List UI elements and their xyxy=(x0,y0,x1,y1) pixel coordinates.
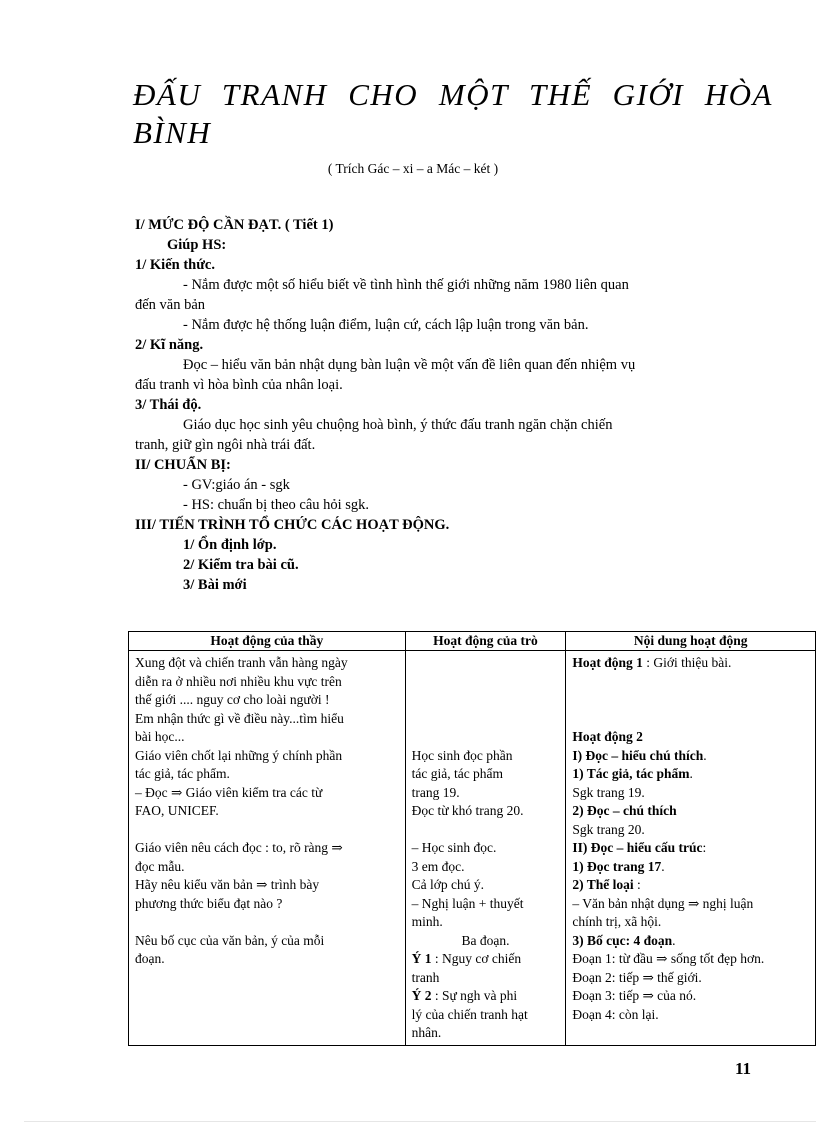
cell-line xyxy=(135,932,399,951)
header-student-activity: Hoạt động của trò xyxy=(405,632,566,651)
cell-line xyxy=(135,710,399,729)
cell-line-text: – Học sinh đọc. xyxy=(411,840,497,855)
body-text-line: - Nắm được hệ thống luận điểm, luận cứ, cách lập luận trong văn bản. xyxy=(183,317,589,333)
cell-line-bold: 1) Tác giả, tác phẩm xyxy=(572,766,690,781)
cell-line-text: : Nguy cơ chiến xyxy=(431,951,522,966)
cell-line xyxy=(412,691,560,710)
cell-line-text: minh. xyxy=(411,914,443,929)
cell-line xyxy=(572,987,809,1006)
cell-line xyxy=(135,876,399,895)
cell-line-text: Đoạn 2: tiếp ⇒ thế giới. xyxy=(572,969,702,985)
cell-line-text: . xyxy=(661,858,665,874)
cell-line-bold: 3) Bố cục: 4 đoạn xyxy=(572,932,673,948)
page-title: ĐẤU TRANH CHO MỘT THẾ GIỚI HÒA BÌNH xyxy=(133,77,773,150)
cell-line xyxy=(412,895,560,914)
cell-line xyxy=(135,913,399,932)
cell-line xyxy=(412,876,560,895)
cell-line-text: bài học... xyxy=(135,729,185,744)
section-heading: 1/ Kiến thức. xyxy=(135,257,215,273)
section-heading: I/ MỨC ĐỘ CẦN ĐẠT. ( Tiết 1) xyxy=(135,217,334,233)
cell-line xyxy=(412,710,560,729)
cell-line xyxy=(135,673,399,692)
table-header-row xyxy=(129,632,816,651)
cell-line xyxy=(412,765,560,784)
page-number: 11 xyxy=(735,1059,752,1078)
cell-line xyxy=(135,784,399,803)
cell-line xyxy=(412,673,560,692)
body-text-line: đấu tranh vì hòa bình của nhân loại. xyxy=(135,377,343,393)
section-heading: 2/ Kiểm tra bài cũ. xyxy=(183,557,299,573)
page-bottom-divider xyxy=(24,1121,816,1122)
cell-line-text: Đoạn 4: còn lại. xyxy=(572,1006,659,1022)
cell-line-text: : xyxy=(702,840,707,855)
cell-line-text: 3 em đọc. xyxy=(411,858,465,874)
body-text-line: Đọc – hiểu văn bản nhật dụng bàn luận về một vấn đề liên quan đến nhiệm vụ xyxy=(183,357,636,373)
cell-line xyxy=(412,747,560,766)
cell-line-text: Giáo viên nêu cách đọc : to, rõ ràng ⇒ xyxy=(135,840,343,855)
body-text-line: đến văn bản xyxy=(135,297,206,313)
cell-line-text: Ba đoạn. xyxy=(461,932,510,948)
section-heading: 3/ Thái độ. xyxy=(135,397,202,413)
header-content: Nội dung hoạt động xyxy=(566,632,816,651)
cell-line-text: đọc mẫu. xyxy=(135,858,185,874)
cell-line-bold: II) Đọc – hiểu cấu trúc xyxy=(572,840,703,855)
cell-line xyxy=(412,821,560,840)
cell-line-text: Em nhận thức gì về điều này...tìm hiểu xyxy=(135,710,344,726)
cell-line-text: tác giả, tác phẩm. xyxy=(135,766,230,781)
cell-line xyxy=(412,950,560,969)
cell-line xyxy=(412,858,560,877)
cell-line xyxy=(572,765,809,784)
cell-line xyxy=(572,876,809,895)
cell-line xyxy=(135,802,399,821)
cell-line-text: – Nghị luận + thuyết xyxy=(411,895,524,911)
cell-line xyxy=(135,654,399,673)
content-cell xyxy=(566,651,816,1046)
teacher-activity-cell xyxy=(129,651,406,1046)
cell-line xyxy=(412,969,560,988)
cell-line xyxy=(412,932,560,951)
cell-line-text: lý của chiến tranh hạt xyxy=(411,1006,528,1022)
cell-line xyxy=(572,710,809,729)
section-heading: III/ TIẾN TRÌNH TỔ CHỨC CÁC HOẠT ĐỘNG. xyxy=(135,517,450,533)
cell-line-text: chính trị, xã hội. xyxy=(572,914,662,929)
lesson-body xyxy=(135,215,745,595)
cell-line xyxy=(572,1006,809,1025)
cell-line xyxy=(135,765,399,784)
cell-line xyxy=(135,895,399,914)
cell-line-text: Đọc từ khó trang 20. xyxy=(411,803,524,818)
cell-line xyxy=(572,858,809,877)
cell-line-bold: I) Đọc – hiểu chú thích xyxy=(572,747,704,763)
cell-line xyxy=(572,969,809,988)
cell-line xyxy=(572,932,809,951)
cell-line-text: Cả lớp chú ý. xyxy=(411,877,484,892)
cell-line-text: – Văn bản nhật dụng ⇒ nghị luận xyxy=(572,895,754,911)
cell-line-text: Giáo viên chốt lại những ý chính phần xyxy=(135,747,343,763)
section-heading: Giúp HS: xyxy=(167,237,227,253)
cell-line xyxy=(412,913,560,932)
cell-line xyxy=(135,728,399,747)
cell-line-text: Hãy nêu kiểu văn bản ⇒ trình bày xyxy=(135,877,320,892)
cell-line-text: . xyxy=(703,747,707,763)
cell-line xyxy=(572,913,809,932)
cell-line xyxy=(572,691,809,710)
cell-line xyxy=(135,691,399,710)
cell-line-text: nhân. xyxy=(411,1025,442,1040)
body-text-line: Giáo dục học sinh yêu chuộng hoà bình, ý thức đấu tranh ngăn chặn chiến xyxy=(183,417,613,433)
cell-line-text: : xyxy=(633,877,641,892)
cell-line xyxy=(412,802,560,821)
cell-line-text: – Đọc ⇒ Giáo viên kiểm tra các từ xyxy=(135,784,323,800)
cell-line-text: diễn ra ở nhiều nơi nhiều khu vực trên xyxy=(135,673,342,689)
section-heading: 1/ Ổn định lớp. xyxy=(183,537,277,553)
header-teacher-activity: Hoạt động của thầy xyxy=(129,632,406,651)
cell-line xyxy=(135,950,399,969)
cell-line xyxy=(412,839,560,858)
cell-line-text: Sgk trang 20. xyxy=(572,821,645,837)
cell-line-bold: 2) Thể loại xyxy=(572,877,634,892)
cell-line xyxy=(572,895,809,914)
body-text-line: - GV:giáo án - sgk xyxy=(183,477,290,493)
cell-line-text: Sgk trang 19. xyxy=(572,784,645,800)
cell-line xyxy=(572,950,809,969)
cell-line xyxy=(572,839,809,858)
body-text-line: - HS: chuẩn bị theo câu hỏi sgk. xyxy=(183,497,370,513)
cell-line xyxy=(572,747,809,766)
cell-line-text: Xung đột và chiến tranh vẫn hàng ngày xyxy=(135,655,348,670)
cell-line xyxy=(572,802,809,821)
body-text-line: - Nắm được một số hiểu biết về tình hình thế giới những năm 1980 liên quan xyxy=(183,277,629,293)
cell-line xyxy=(135,839,399,858)
cell-line-text: Đoạn 1: từ đầu ⇒ sống tốt đẹp hơn. xyxy=(572,951,765,966)
cell-line xyxy=(572,654,809,673)
cell-line xyxy=(412,728,560,747)
cell-line-text: tranh xyxy=(411,969,440,985)
cell-line-text: thế giới .... nguy cơ cho loài người ! xyxy=(135,692,330,707)
cell-line xyxy=(412,654,560,673)
cell-line xyxy=(572,821,809,840)
cell-line-text: Nêu bố cục của văn bản, ý của mỗi xyxy=(135,932,325,948)
cell-line xyxy=(412,1006,560,1025)
activity-table xyxy=(128,631,816,1046)
cell-line-bold: 1) Đọc trang 17 xyxy=(572,858,662,874)
cell-line-text: . xyxy=(689,766,693,781)
cell-line-bold: 2) Đọc – chú thích xyxy=(572,803,677,818)
cell-line-text: : Sự ngh và phi xyxy=(431,988,518,1003)
cell-line-text: phương thức biểu đạt nào ? xyxy=(135,895,283,911)
student-activity-cell xyxy=(405,651,566,1046)
cell-line-text: : Giới thiệu bài. xyxy=(642,655,732,670)
section-heading: 2/ Kĩ năng. xyxy=(135,337,204,353)
cell-line-text: FAO, UNICEF. xyxy=(135,803,219,818)
cell-line xyxy=(412,987,560,1006)
cell-line-text: trang 19. xyxy=(411,784,460,800)
section-heading: 3/ Bài mới xyxy=(183,577,247,593)
cell-line xyxy=(572,673,809,692)
table-row xyxy=(129,651,816,1046)
cell-line-text: tác giả, tác phẩm xyxy=(411,766,504,781)
cell-line-bold: Hoạt động 2 xyxy=(572,729,643,744)
cell-line-text: đoạn. xyxy=(135,951,165,966)
cell-line xyxy=(135,821,399,840)
section-heading: II/ CHUẨN BỊ: xyxy=(135,457,231,473)
cell-line-text: . xyxy=(672,932,676,948)
cell-line-text: Học sinh đọc phần xyxy=(411,747,513,763)
cell-line xyxy=(412,784,560,803)
cell-line xyxy=(572,784,809,803)
cell-line xyxy=(572,728,809,747)
cell-line-bold: Hoạt động 1 xyxy=(572,655,643,670)
cell-line-text: Đoạn 3: tiếp ⇒ của nó. xyxy=(572,988,697,1003)
source-citation: ( Trích Gác – xi – a Mác – két ) xyxy=(327,161,499,176)
body-text-line: tranh, giữ gìn ngôi nhà trái đất. xyxy=(135,437,316,453)
cell-line xyxy=(135,747,399,766)
cell-line xyxy=(135,858,399,877)
cell-line-bold: Ý 1 xyxy=(411,951,432,966)
cell-line-bold: Ý 2 xyxy=(411,988,432,1003)
cell-line xyxy=(412,1024,560,1043)
